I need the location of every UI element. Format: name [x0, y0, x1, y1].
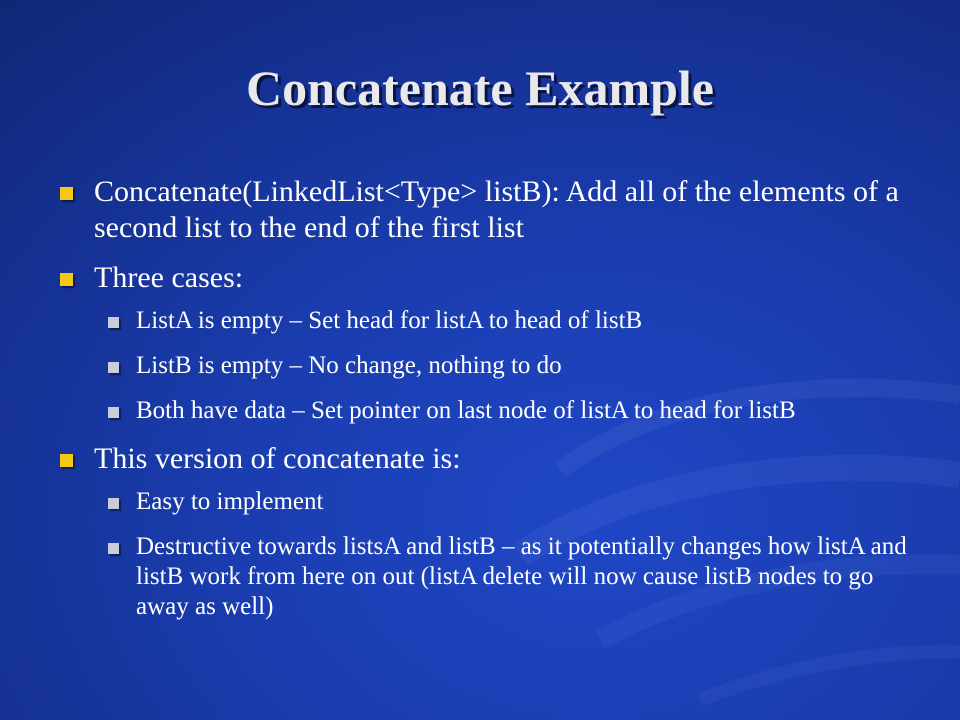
- square-sub-bullet-icon: [108, 362, 119, 373]
- sub-bullet-text: Both have data – Set pointer on last node of listA to head for listB: [136, 397, 796, 424]
- square-sub-bullet-icon: [108, 407, 119, 418]
- sub-bullet-listb-empty: [106, 351, 918, 381]
- bullet-text: This version of concatenate is:: [94, 442, 461, 475]
- square-sub-bullet-icon: [108, 317, 119, 328]
- sub-bullet-text: Easy to implement: [136, 488, 324, 515]
- square-bullet-icon: [60, 187, 73, 200]
- bullet-text: Three cases:: [94, 261, 244, 294]
- sub-bullet-lista-empty: [106, 306, 918, 336]
- sub-bullet-text: Destructive towards listsA and listB – as it potentially changes how listA and listB work from here on out (listA delete will now cause listB nodes to go away as well): [136, 533, 907, 620]
- sub-bullet-text: ListA is empty – Set head for listA to head of listB: [136, 307, 643, 334]
- sub-bullet-destructive: [106, 532, 918, 622]
- sub-bullet-text: ListB is empty – No change, nothing to do: [136, 352, 562, 379]
- bullet-text: Concatenate(LinkedList<Type> listB): Add all of the elements of a second list to the end of the first list: [94, 175, 899, 244]
- sub-bullet-both-have-data: [106, 396, 918, 426]
- bullet-three-cases: [58, 260, 918, 296]
- square-bullet-icon: [60, 273, 73, 286]
- sub-bullet-easy-to-implement: [106, 487, 918, 517]
- bullet-concatenate-signature: [58, 174, 918, 246]
- slide-title: Concatenate Example: [246, 60, 714, 116]
- slide-content: [58, 174, 918, 637]
- square-sub-bullet-icon: [108, 498, 119, 509]
- square-sub-bullet-icon: [108, 543, 119, 554]
- square-bullet-icon: [60, 454, 73, 467]
- bullet-version-of-concatenate: [58, 441, 918, 477]
